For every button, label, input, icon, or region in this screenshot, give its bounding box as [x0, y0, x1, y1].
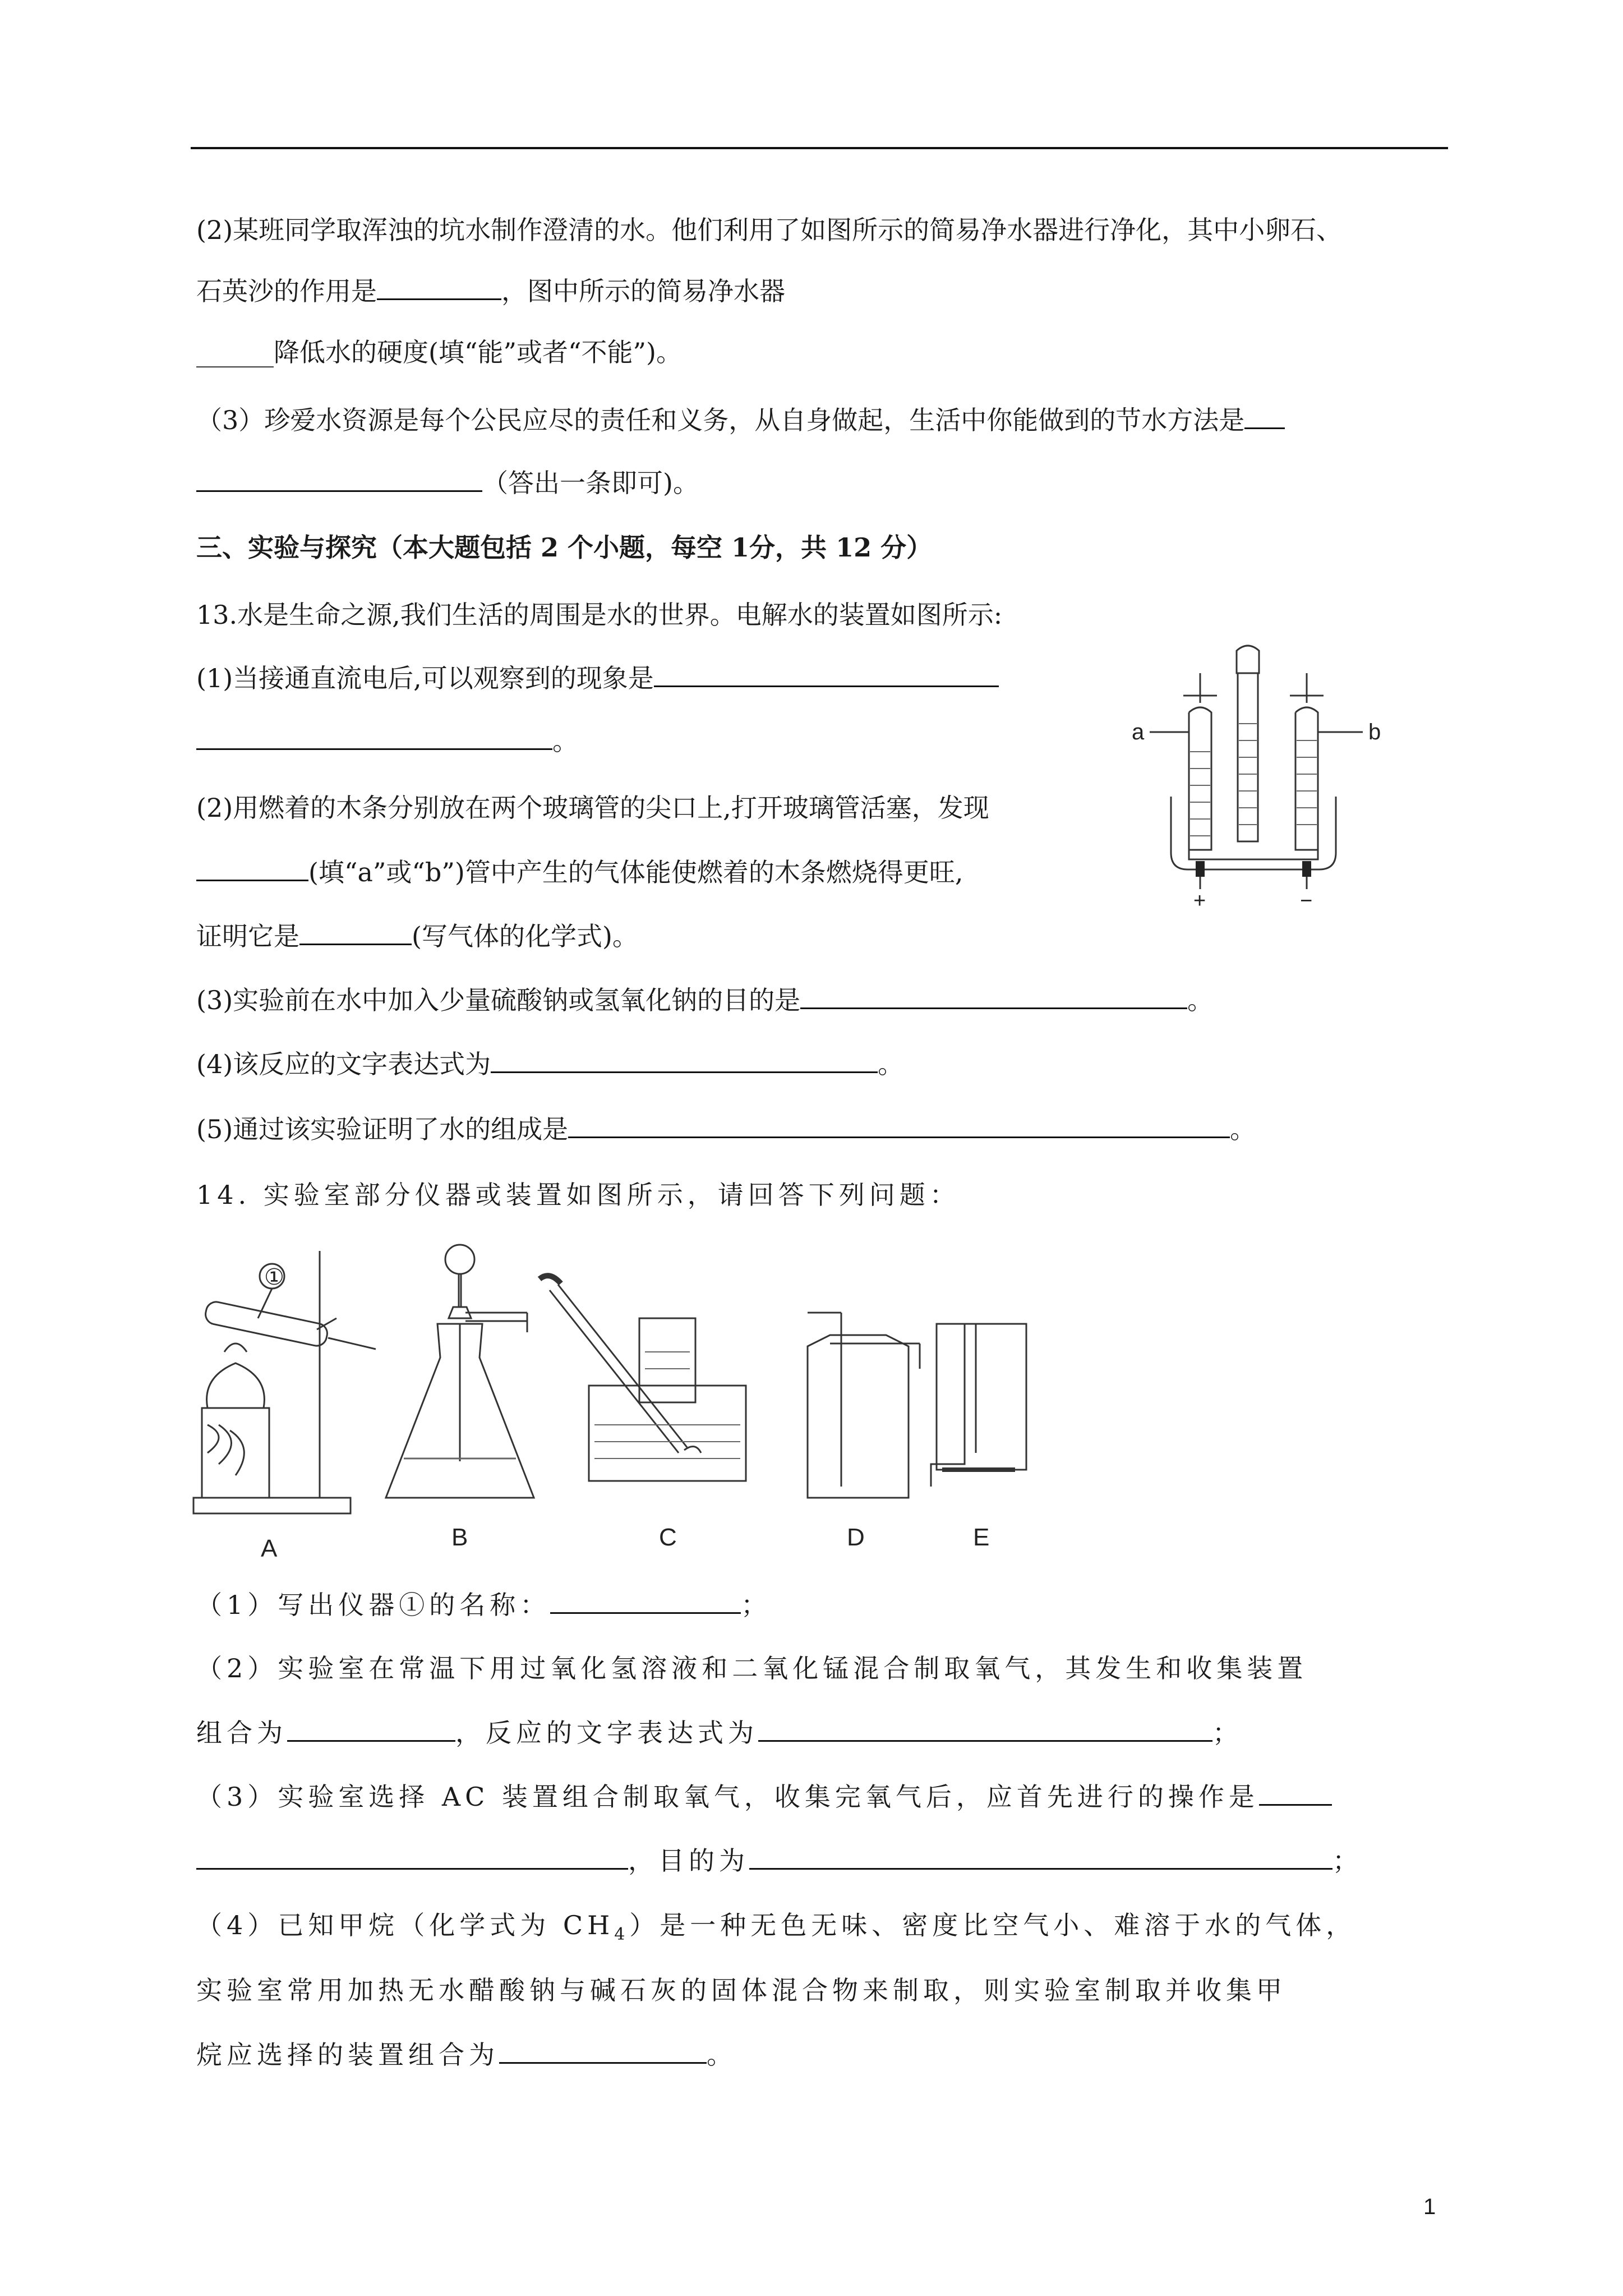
q12-text: 降低水的硬度(填“能”或者“不能”)。 — [274, 337, 682, 367]
q13-text: 。 — [552, 726, 578, 756]
answer-blank[interactable] — [287, 1715, 455, 1742]
tube-b-label: b — [1368, 720, 1381, 744]
q13-text: (3)实验前在水中加入少量硫酸钠或氢氧化钠的目的是 — [196, 985, 801, 1015]
q13-text: (填“a”或“b”)管中产生的气体能使燃着的木条燃烧得更旺, — [308, 857, 963, 887]
q13-text: (5)通过该实验证明了水的组成是 — [196, 1114, 569, 1144]
q14-p3 — [196, 1779, 1332, 1814]
q14-p4-end — [196, 2037, 737, 2072]
answer-blank[interactable] — [749, 1843, 1332, 1870]
q12-line-4 — [196, 403, 1285, 437]
q13-text: (写气体的化学式)。 — [412, 921, 638, 951]
q12-text: ，图中所示的简易净水器 — [501, 276, 785, 306]
tube-a-label: a — [1132, 720, 1145, 744]
q14-text: ； — [741, 1590, 772, 1620]
q14-text: ）是一种无色无味、密度比空气小、难溶于水的气体， — [629, 1910, 1357, 1940]
q14-text: 。 — [707, 2040, 737, 2070]
q14-stem — [196, 1178, 960, 1212]
q12-text: (2)某班同学取浑浊的坑水制作澄清的水。他们利用了如图所示的简易净水器进行净化，其中小卵石、 — [196, 215, 1343, 245]
q14-p1 — [196, 1588, 771, 1622]
answer-blank[interactable] — [800, 983, 1187, 1009]
q12-line-5 — [196, 466, 699, 500]
apparatus-label-c: C — [659, 1524, 677, 1551]
q14-text: （3）实验室选择 AC 装置组合制取氧气，收集完氧气后，应首先进行的操作是 — [196, 1782, 1259, 1812]
negative-terminal: − — [1300, 889, 1313, 909]
apparatus-label-d: D — [847, 1524, 865, 1551]
answer-blank[interactable] — [1259, 1779, 1332, 1806]
q14-p4 — [196, 1908, 1357, 1945]
instrument-1-marker: ① — [264, 1265, 284, 1290]
q14-p2 — [196, 1651, 1307, 1685]
apparatus-label-a: A — [261, 1535, 278, 1562]
q12-line-1 — [196, 213, 1342, 247]
answer-blank[interactable] — [377, 274, 501, 300]
header-rule — [191, 147, 1448, 149]
answer-blank[interactable] — [758, 1715, 1212, 1742]
answer-blank[interactable] — [499, 2037, 707, 2064]
answer-blank[interactable] — [299, 919, 412, 945]
q13-p1-cont — [196, 724, 578, 758]
q12-line-2 — [196, 274, 785, 308]
q13-p2 — [196, 791, 989, 825]
q14-text: （1）写出仪器①的名称： — [196, 1590, 551, 1620]
answer-blank[interactable] — [196, 724, 552, 750]
apparatus-figure — [191, 1240, 1054, 1565]
section-title: 三、实验与探究（本大题包括 2 个小题，每空 1分，共 12 分） — [196, 532, 933, 563]
apparatus-label-b: B — [451, 1524, 468, 1551]
q14-subscript: 4 — [614, 1925, 630, 1945]
answer-blank[interactable] — [491, 1047, 878, 1073]
q12-text: （3）珍爱水资源是每个公民应尽的责任和义务，从自身做起，生活中你能做到的节水方法是 — [196, 405, 1245, 435]
answer-blank[interactable] — [1244, 403, 1285, 429]
q13-text: 证明它是 — [196, 921, 299, 951]
q13-text: 。 — [1187, 985, 1214, 1015]
answer-blank[interactable]: ______ — [196, 337, 274, 367]
q13-p3 — [196, 983, 1213, 1017]
q14-text: ； — [1212, 1718, 1243, 1748]
q14-text: ，目的为 — [628, 1846, 749, 1876]
q14-text: （2）实验室在常温下用过氧化氢溶液和二氧化锰混合制取氧气，其发生和收集装置 — [196, 1653, 1308, 1683]
q13-p4 — [196, 1047, 903, 1081]
q14-p4-cont — [196, 1973, 1287, 2007]
page-number: 1 — [1423, 2194, 1436, 2219]
positive-terminal: + — [1193, 889, 1206, 909]
q13-p2-cont — [196, 855, 963, 889]
q13-text: 13.水是生命之源,我们生活的周围是水的世界。电解水的装置如图所示: — [196, 600, 1003, 630]
q14-p2-cont — [196, 1715, 1243, 1750]
q13-p5 — [196, 1112, 1256, 1146]
answer-blank[interactable] — [550, 1588, 741, 1614]
q12-line-3 — [196, 335, 682, 369]
answer-blank[interactable] — [654, 661, 999, 687]
q13-text: (2)用燃着的木条分别放在两个玻璃管的尖口上,打开玻璃管活塞，发现 — [196, 793, 989, 823]
q14-text: （4）已知甲烷（化学式为 CH — [196, 1910, 615, 1940]
answer-blank[interactable] — [196, 855, 308, 881]
q14-text: 实验室常用加热无水醋酸钠与碱石灰的固体混合物来制取，则实验室制取并收集甲 — [196, 1975, 1287, 2005]
q13-text: (1)当接通直流电后,可以观察到的现象是 — [196, 663, 654, 693]
electrolysis-diagram — [1127, 639, 1419, 909]
answer-blank[interactable] — [568, 1112, 1230, 1138]
apparatus-label-e: E — [973, 1524, 990, 1551]
q14-text: 烷应选择的装置组合为 — [196, 2040, 499, 2070]
q12-text: （答出一条即可)。 — [482, 468, 699, 498]
q14-text: 组合为 — [196, 1718, 287, 1748]
q14-text: ； — [1332, 1846, 1363, 1876]
q12-text: 石英沙的作用是 — [196, 276, 377, 306]
q13-text: (4)该反应的文字表达式为 — [196, 1049, 491, 1079]
q13-text: 。 — [1230, 1114, 1256, 1144]
q14-text: ，反应的文字表达式为 — [455, 1718, 758, 1748]
answer-blank[interactable] — [196, 1843, 628, 1870]
q13-p2-end — [196, 919, 638, 953]
section-heading — [196, 531, 932, 564]
answer-blank[interactable] — [196, 466, 482, 492]
q13-text: 。 — [878, 1049, 904, 1079]
q13-p1 — [196, 661, 999, 695]
q13-stem — [196, 598, 1002, 632]
q14-p3-cont — [196, 1843, 1363, 1878]
q14-text: 14. 实验室部分仪器或装置如图所示，请回答下列问题： — [196, 1180, 960, 1210]
